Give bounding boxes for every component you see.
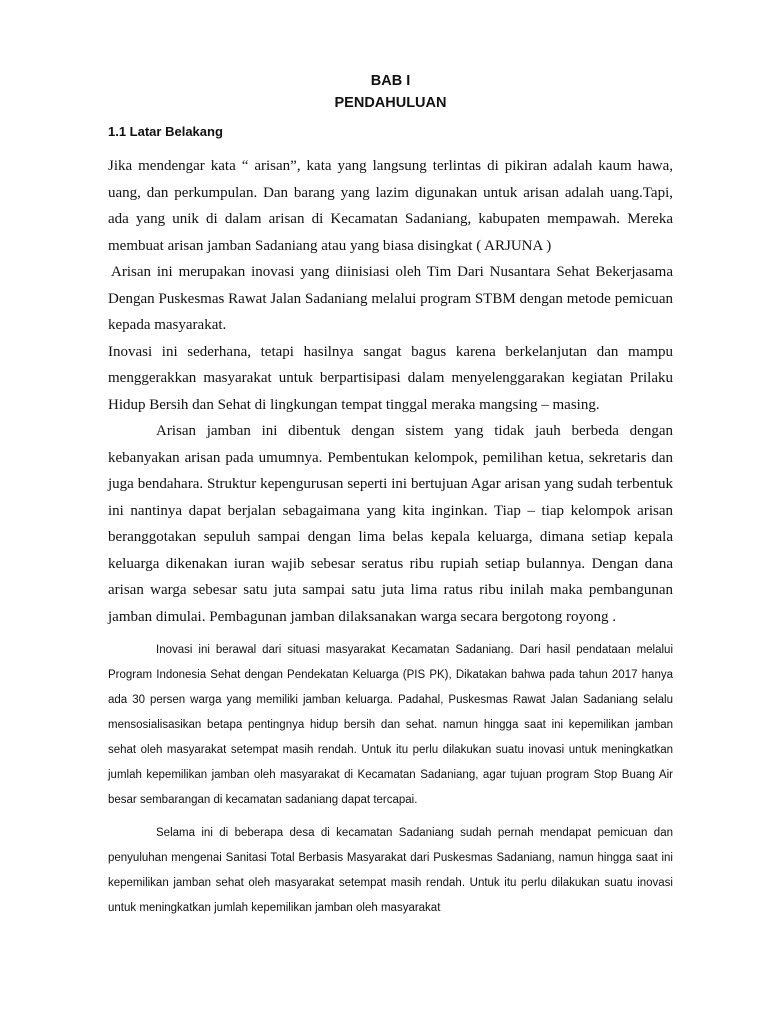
paragraph-5: Inovasi ini berawal dari situasi masyarakat Kecamatan Sadaniang. Dari hasil pendataan melalui Program Indonesia Sehat dengan Pendekatan Keluarga (PIS PK), Dikatakan bahwa pada tahun 2017 hanya ada 30 persen warga yang memiliki jamban keluarga. Padahal, Puskesmas Rawat Jalan Sadaniang selalu mensosialisasikan betapa pentingnya hidup bersih dan sehat. namun hingga saat ini kepemilikan jamban sehat oleh masyarakat setempat masih rendah. Untuk itu perlu dilakukan suatu inovasi untuk meningkatkan jumlah kepemilikan jamban oleh masyarakat di Kecamatan Sadaniang, agar tujuan program Stop Buang Air besar sembarangan di kecamatan sadaniang dapat tercapai. xyxy=(108,644,673,806)
paragraph-3: Inovasi ini sederhana, tetapi hasilnya sangat bagus karena berkelanjutan dan mampu menggerakkan masyarakat untuk berpartisipasi dalam menyelenggarakan kegiatan Prilaku Hidup Bersih dan Sehat di lingkungan tempat tinggal meraka mangsing – masing. xyxy=(108,343,673,413)
paragraph-4: Arisan jamban ini dibentuk dengan sistem yang tidak jauh berbeda dengan kebanyakan arisan pada umumnya. Pembentukan kelompok, pemilihan ketua, sekretaris dan juga bendahara. Struktur kepengurusan seperti ini bertujuan Agar arisan yang sudah terbentuk ini nantinya dapat berjalan sebagaimana yang kita inginkan. Tiap – tiap kelompok arisan beranggotakan sepuluh sampai dengan lima belas kepala keluarga, dimana setiap kepala keluarga dikenakan iuran wajib sebesar seratus ribu rupiah setiap bulannya. Dengan dana arisan warga sebesar satu juta sampai satu juta lima ratus ribu inilah maka pembangunan jamban dimulai. Pembagunan jamban dilaksanakan warga secara bergotong royong . xyxy=(108,423,673,625)
paragraph-1: Jika mendengar kata “ arisan”, kata yang langsung terlintas di pikiran adalah kaum hawa, uang, dan perkumpulan. Dan barang yang lazim digunakan untuk arisan adalah uang.Tapi, ada yang unik di dalam arisan di Kecamatan Sadaniang, kabupaten mempawah. Mereka membuat arisan jamban Sadaniang atau yang biasa disingkat ( ARJUNA ) xyxy=(108,158,673,254)
chapter-title: PENDAHULUAN xyxy=(334,95,447,111)
chapter-heading xyxy=(108,70,673,114)
paragraph-2: Arisan ini merupakan inovasi yang diinisiasi oleh Tim Dari Nusantara Sehat Bekerjasama Dengan Puskesmas Rawat Jalan Sadaniang melalui program STBM dengan metode pemicuan kepada masyarakat. xyxy=(108,264,673,333)
chapter-number: BAB I xyxy=(370,73,411,89)
section-heading: 1.1 Latar Belakang xyxy=(108,124,223,139)
paragraph-6: Selama ini di beberapa desa di kecamatan Sadaniang sudah pernah mendapat pemicuan dan penyuluhan mengenai Sanitasi Total Berbasis Masyarakat dari Puskesmas Sadaniang, namun hingga saat ini kepemilikan jamban sehat oleh masyarakat setempat masih rendah. Untuk itu perlu dilakukan suatu inovasi untuk meningkatkan jumlah kepemilikan jamban oleh masyarakat xyxy=(108,827,673,914)
